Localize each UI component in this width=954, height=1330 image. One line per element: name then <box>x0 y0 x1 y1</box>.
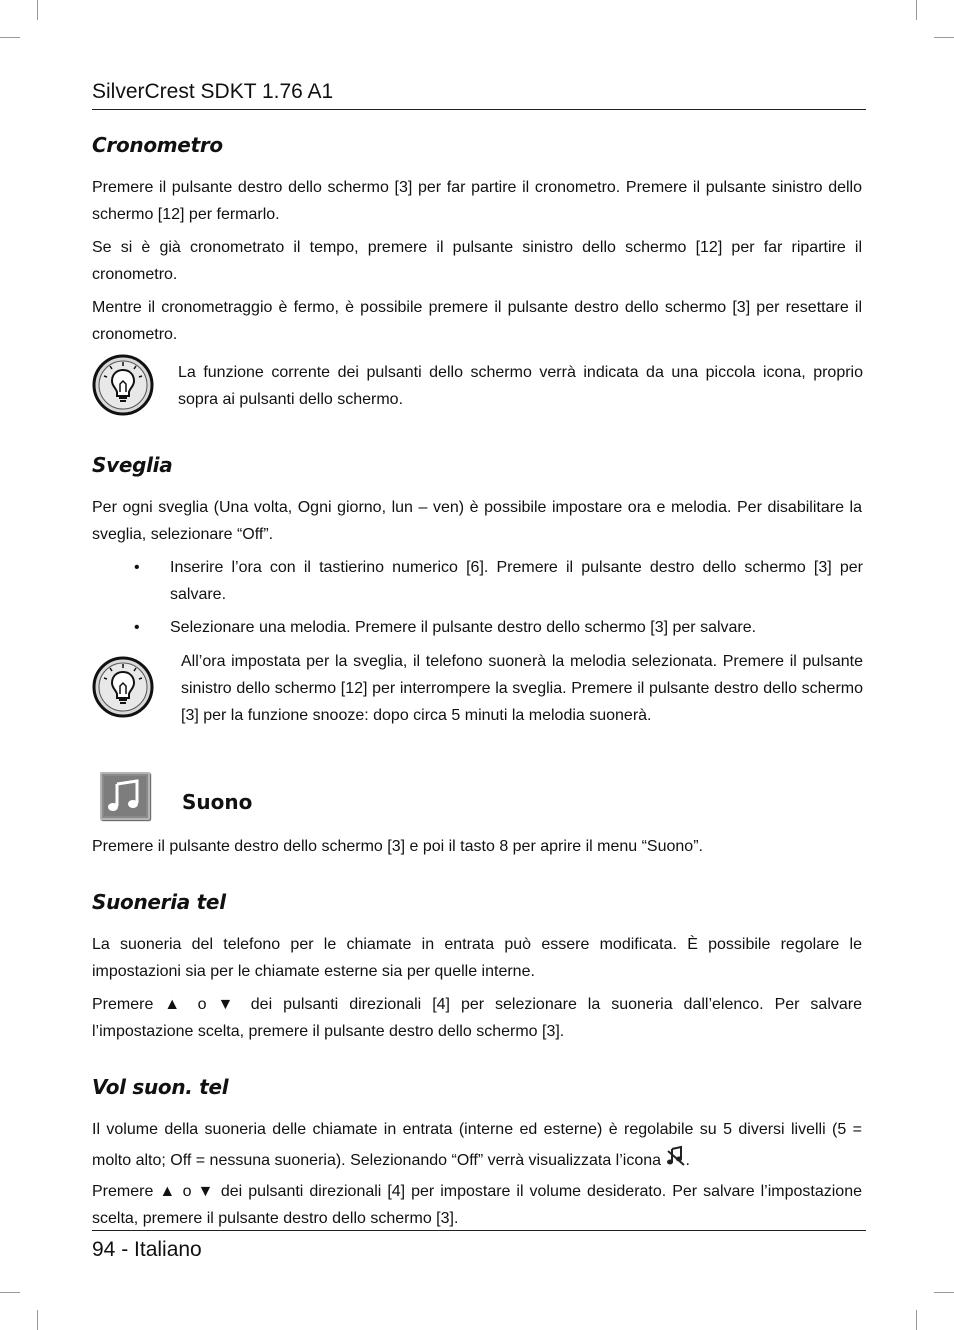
music-note-icon <box>100 772 150 820</box>
heading-sveglia: Sveglia <box>92 453 173 477</box>
lightbulb-icon <box>92 656 154 718</box>
paragraph <box>92 1115 862 1176</box>
paragraph-text: Il volume della suoneria delle chiamate in entrata (interne ed esterne) è regolabile su 5 diversi livelli (5 = molto alto; Off = nessuna suoneria). Selezionando “Off” verrà visualizzata l’icona <box>92 1121 862 1169</box>
crop-mark <box>934 37 954 38</box>
footer-rule <box>92 1230 866 1231</box>
paragraph: La suoneria del telefono per le chiamate in entrata può essere modificata. È possibile regolare le impostazioni sia per le chiamate esterne sia per quelle interne. <box>92 936 862 980</box>
paragraph-text: . <box>685 1152 690 1169</box>
list-item: Inserire l’ora con il tastierino numerico [6]. Premere il pulsante destro dello schermo [3] per salvare. <box>170 559 863 603</box>
paragraph: Per ogni sveglia (Una volta, Ogni giorno, lun – ven) è possibile impostare ora e melodia. Per disabilitare la sveglia, selezionare “Off”. <box>92 499 862 543</box>
tip-text: All’ora impostata per la sveglia, il telefono suonerà la melodia selezionata. Premere il pulsante sinistro dello schermo [12] per interrompere la sveglia. Premere il pulsante destro dello schermo [3] per la funzione snooze: dopo circa 5 minuti la melodia suonerà. <box>181 653 863 724</box>
crop-mark <box>0 1292 20 1293</box>
heading-suono: Suono <box>182 790 253 814</box>
crop-mark <box>934 1292 954 1293</box>
crop-mark <box>37 1310 38 1330</box>
page-footer: 94 - Italiano <box>92 1238 202 1261</box>
paragraph: Premere ▲ o ▼ dei pulsanti direzionali [4] per selezionare la suoneria dall’elenco. Per salvare l’impostazione scelta, premere il pulsante destro dello schermo [3]. <box>92 996 862 1040</box>
heading-cronometro: Cronometro <box>92 133 223 157</box>
paragraph: Premere ▲ o ▼ dei pulsanti direzionali [4] per impostare il volume desiderato. Per salvare l’impostazione scelta, premere il pulsante destro dello schermo [3]. <box>92 1183 862 1227</box>
heading-vol-suon-tel: Vol suon. tel <box>92 1075 229 1099</box>
page-header-title: SilverCrest SDKT 1.76 A1 <box>92 80 334 103</box>
paragraph: Premere il pulsante destro dello schermo [3] per far partire il cronometro. Premere il pulsante sinistro dello schermo [12] per fermarlo. <box>92 179 862 223</box>
list-item: Selezionare una melodia. Premere il pulsante destro dello schermo [3] per salvare. <box>170 619 757 636</box>
tip-text: La funzione corrente dei pulsanti dello schermo verrà indicata da una piccola icona, proprio sopra ai pulsanti dello schermo. <box>178 364 863 408</box>
crop-mark <box>916 1310 917 1330</box>
paragraph: Premere il pulsante destro dello schermo [3] e poi il tasto 8 per aprire il menu “Suono”. <box>92 838 703 855</box>
crop-mark <box>37 0 38 20</box>
paragraph: Mentre il cronometraggio è fermo, è possibile premere il pulsante destro dello schermo [3] per resettare il cronometro. <box>92 299 862 343</box>
bullet-symbol: • <box>134 559 140 576</box>
muted-note-icon <box>666 1145 686 1167</box>
paragraph: Se si è già cronometrato il tempo, premere il pulsante sinistro dello schermo [12] per far ripartire il cronometro. <box>92 239 862 283</box>
lightbulb-icon <box>92 354 154 416</box>
bullet-symbol: • <box>134 619 140 636</box>
heading-suoneria-tel: Suoneria tel <box>92 890 226 914</box>
header-rule <box>92 109 866 110</box>
crop-mark <box>916 0 917 20</box>
crop-mark <box>0 37 20 38</box>
